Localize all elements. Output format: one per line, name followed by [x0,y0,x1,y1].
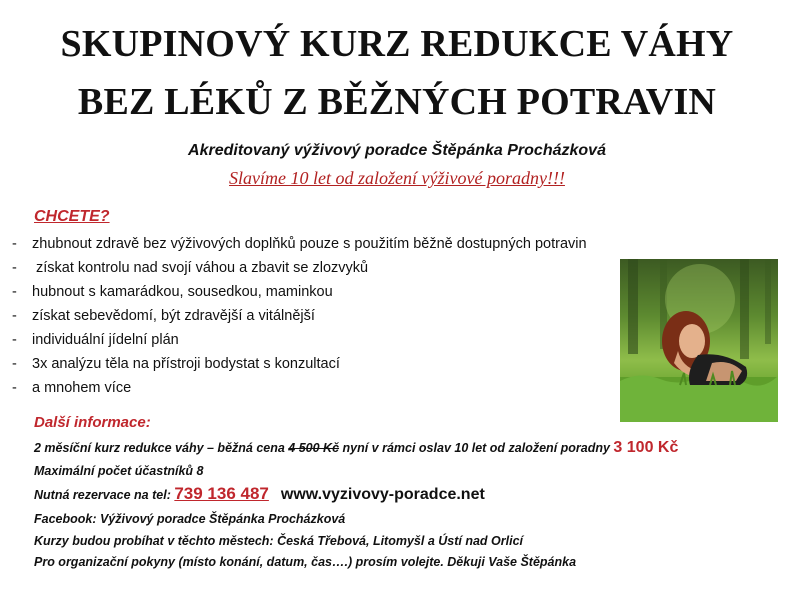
course-middle: nyní v rámci oslav 10 let od založení poradny [339,441,614,455]
bullet-dash: - [12,380,17,396]
list-item [0,234,587,258]
list-item [0,306,587,330]
course-price-line [34,439,678,457]
list-item-text: individuální jídelní plán [32,332,179,348]
course-prefix: 2 měsíční kurz redukce váhy – běžná cena [34,441,289,455]
list-item-text: 3x analýzu těla na přístroji bodystat s konzultací [32,356,340,372]
cities-line: Kurzy budou probíhat v těchto městech: Česká Třebová, Litomyšl a Ústí nad Orlicí [34,534,523,548]
list-item [0,354,587,378]
phone-number[interactable]: 739 136 487 [174,484,269,503]
title-line-1: SKUPINOVÝ KURZ REDUKCE VÁHY [60,23,734,65]
list-item [0,258,587,282]
anniversary-slogan: Slavíme 10 let od založení výživové poradny!!! [229,168,565,188]
website-link[interactable]: www.vyzivovy-poradce.net [280,486,485,503]
reservation-line [34,485,485,504]
bullet-dash: - [12,236,17,252]
list-item-text: získat sebevědomí, být zdravější a vitálnější [32,308,315,324]
woman-in-grass-photo [620,259,778,422]
list-item-text: a mnohem více [32,380,132,396]
list-item [0,282,587,306]
max-participants: Maximální počet účastníků 8 [34,464,204,478]
title-line-2: BEZ LÉKŮ Z BĚŽNÝCH POTRAVIN [77,81,717,123]
subtitle: Akreditovaný výživový poradce Štěpánka Procházková [188,142,606,159]
list-item-text: hubnout s kamarádkou, sousedkou, maminkou [32,284,333,300]
closing-line: Pro organizační pokyny (místo konání, datum, čas….) prosím volejte. Děkuji Vaše Štěpánka [34,555,577,569]
list-item [0,378,587,402]
list-item [0,330,587,354]
info-heading: Další informace: [34,414,151,431]
bullet-dash: - [12,284,17,300]
bullet-dash: - [12,308,17,324]
question-heading: CHCETE? [34,208,110,225]
list-item-text: zhubnout zdravě bez výživových doplňků pouze s použitím běžně dostupných potravin [32,236,587,252]
new-price: 3 100 Kč [613,439,679,456]
benefits-list [0,234,587,402]
bullet-dash: - [12,356,17,372]
old-price: 4 500 Kč [288,441,340,455]
reservation-label: Nutná rezervace na tel: [34,488,175,502]
bullet-dash: - [12,332,17,348]
bullet-dash: - [12,260,17,276]
facebook-line: Facebook: Výživový poradce Štěpánka Procházková [34,512,346,526]
list-item-text: získat kontrolu nad svojí váhou a zbavit se zlozvyků [32,260,369,276]
